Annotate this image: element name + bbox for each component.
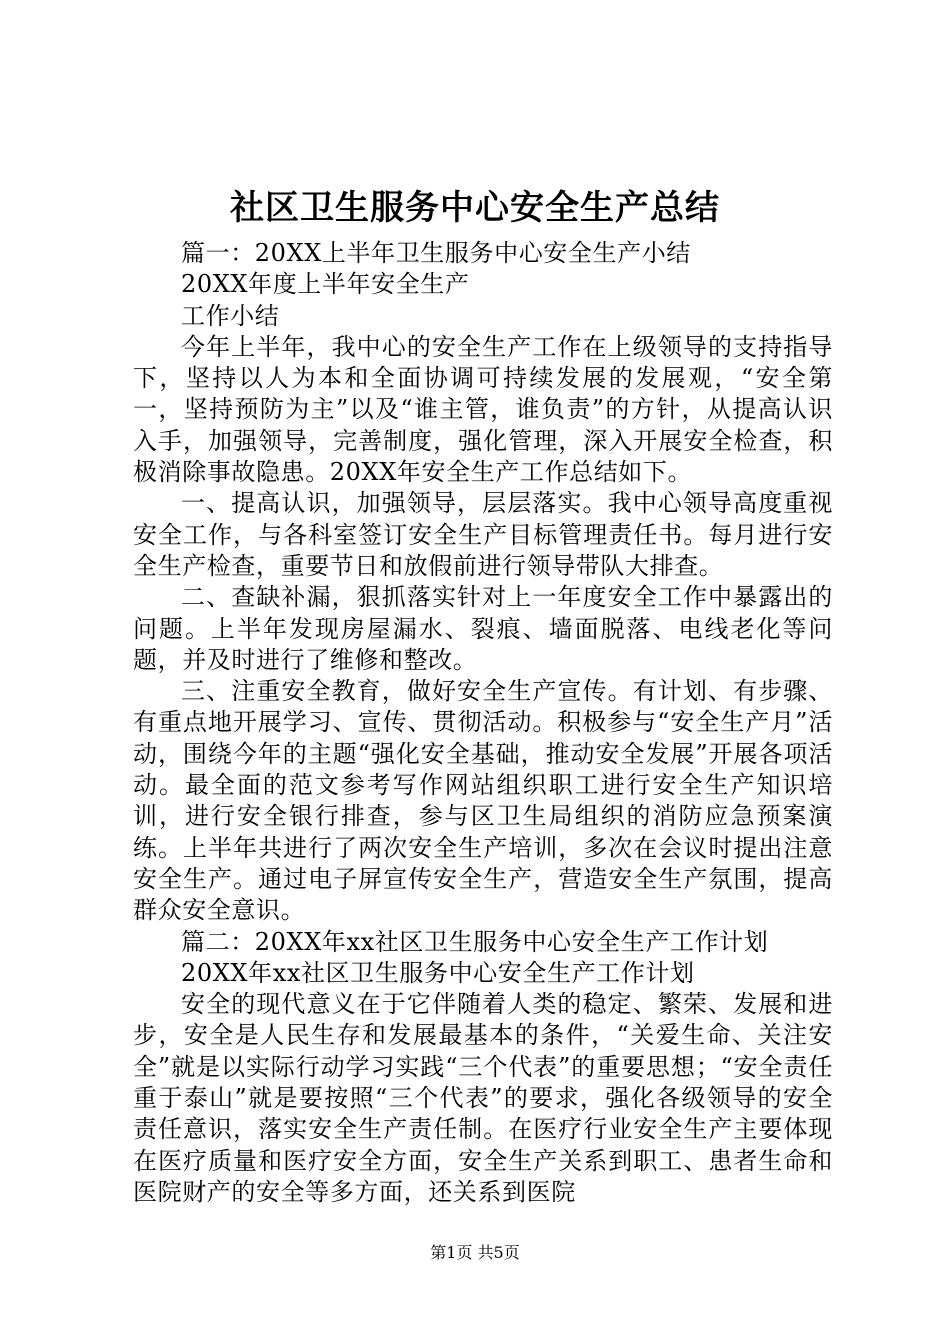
paragraph-heading-part-one: 篇一：20XX上半年卫生服务中心安全生产小结 <box>181 239 691 267</box>
paragraph-subheading-year: 20XX年度上半年安全生产 <box>181 270 470 299</box>
paragraph-plan-body: 安全的现代意义在于它伴随着人类的稳定、繁荣、发展和进步，安全是人民生存和发展最基本的条件，“关爱生命、关注安全”就是以实际行动学习实践“三个代表”的重要思想；“安全责任重于泰山”就是要按照“三个代表”的要求，强化各级领导的安全责任意识，落实安全生产责任制。在医疗行业安全生产主要体现在医疗质量和医疗安全方面，安全生产关系到职工、患者生命和医院财产的安全等多方面，还关系到医院 <box>133 990 833 1206</box>
paragraph-plan-title: 20XX年xx社区卫生服务中心安全生产工作计划 <box>181 958 695 987</box>
paragraph-section-one: 一、提高认识，加强领导，层层落实。我中心领导高度重视安全工作，与各科室签订安全生产目标管理责任书。每月进行安全生产检查，重要节日和放假前进行领导带队大排查。 <box>133 489 833 580</box>
page-number-footer: 第1页 共5页 <box>430 1243 520 1262</box>
paragraph-subheading-summary: 工作小结 <box>181 301 280 330</box>
document-body <box>133 238 833 1208</box>
paragraph-section-three: 三、注重安全教育，做好安全生产宣传。有计划、有步骤、有重点地开展学习、宣传、贯彻活动。积极参与“安全生产月”活动，围绕今年的主题“强化安全基础，推动安全发展”开展各项活动。最全面的范文参考写作网站组织职工进行安全生产知识培训，进行安全银行排查，参与区卫生局组织的消防应急预案演练。上半年共进行了两次安全生产培训，多次在会议时提出注意安全生产。通过电子屏宣传安全生产，营造安全生产氛围，提高群众安全意识。 <box>133 677 833 925</box>
document-title: 社区卫生服务中心安全生产总结 <box>230 188 720 228</box>
paragraph-section-two: 二、查缺补漏，狠抓落实针对上一年度安全工作中暴露出的问题。上半年发现房屋漏水、裂痕、墙面脱落、电线老化等问题，并及时进行了维修和整改。 <box>133 583 833 674</box>
paragraph-intro: 今年上半年，我中心的安全生产工作在上级领导的支持指导下，坚持以人为本和全面协调可持续发展的发展观，“安全第一，坚持预防为主”以及“谁主管，谁负责”的方针，从提高认识入手，加强领导，完善制度，强化管理，深入开展安全检查，积极消除事故隐患。20XX年安全生产工作总结如下。 <box>133 332 833 487</box>
paragraph-heading-part-two: 篇二：20XX年xx社区卫生服务中心安全生产工作计划 <box>181 927 769 956</box>
